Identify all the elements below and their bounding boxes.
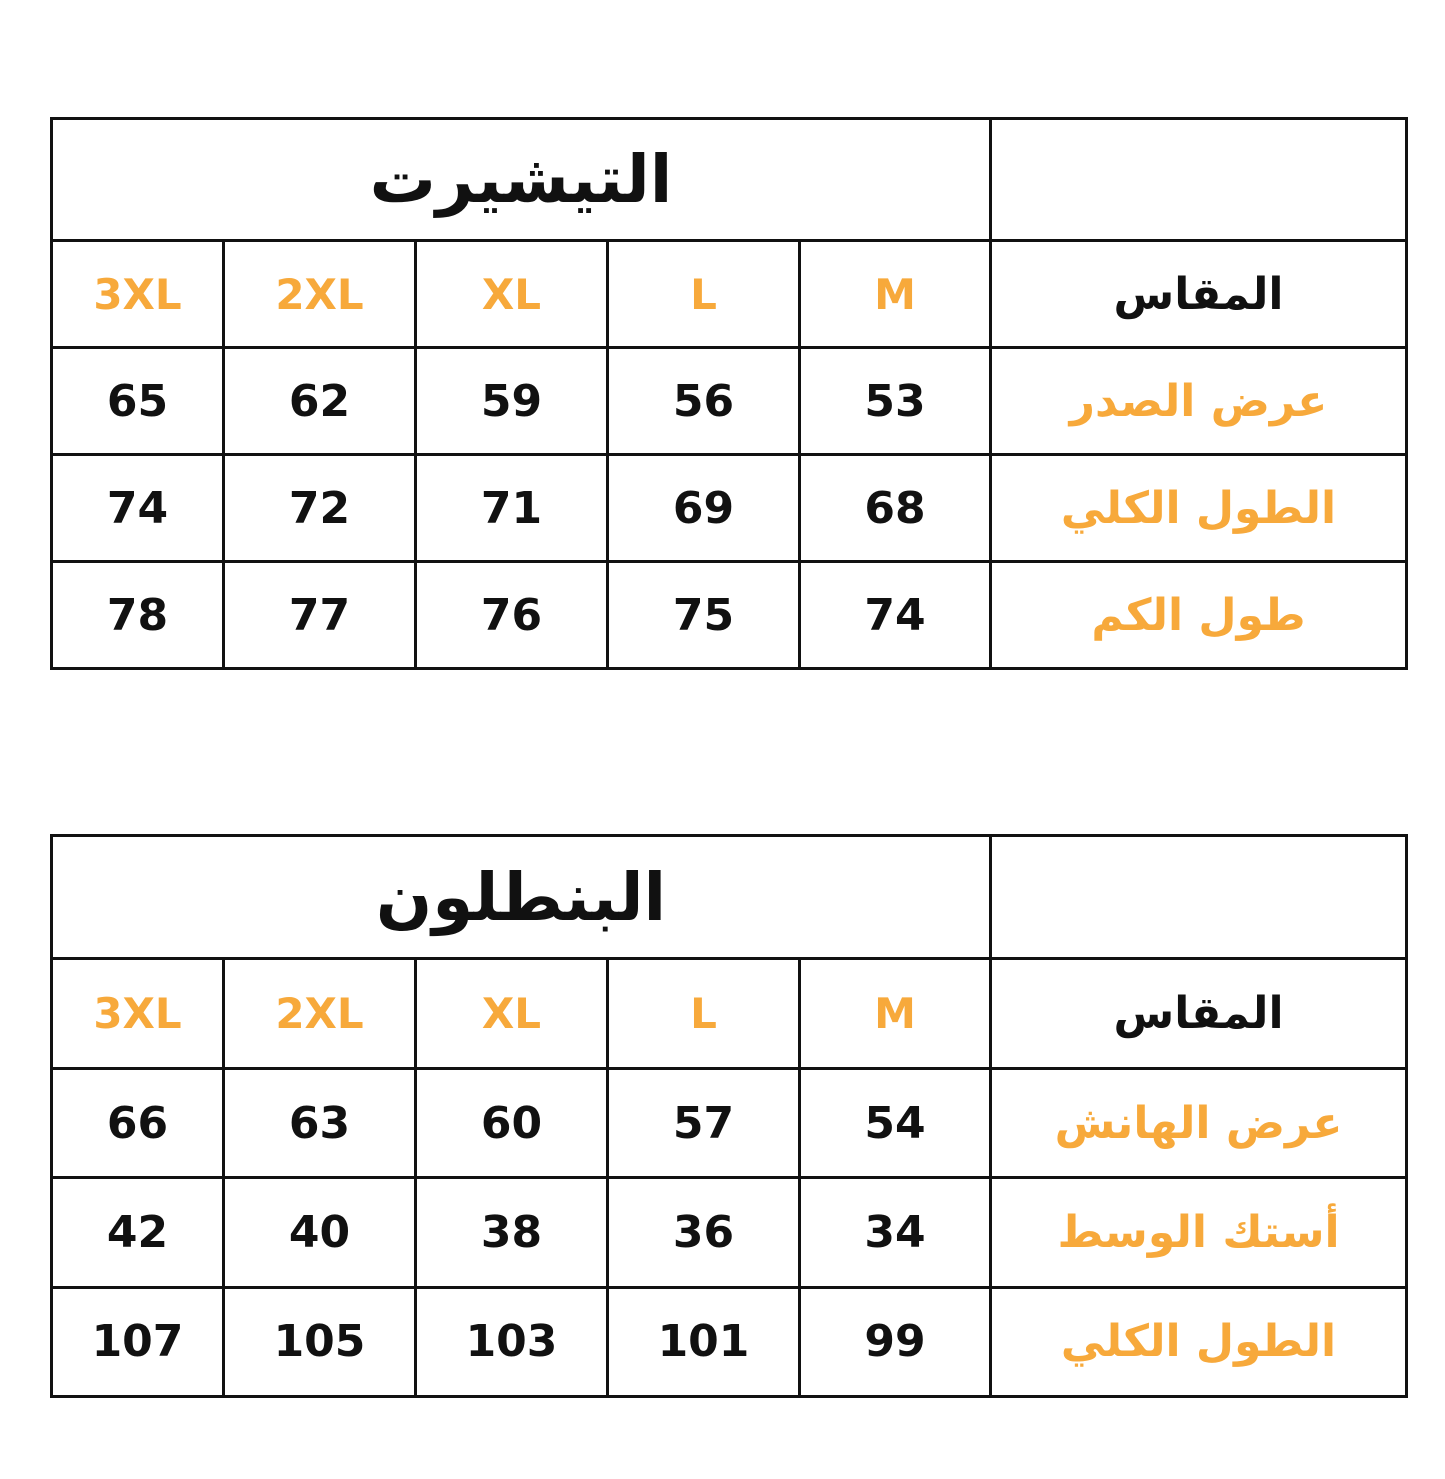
pants-title: البنطلون [52,836,991,959]
table-row [52,1287,1407,1396]
pants-hip-3xl: 66 [52,1068,224,1177]
pants-size-m: M [800,959,991,1068]
tshirt-sleeve-l: 75 [608,562,800,669]
tshirt-chest-3xl: 65 [52,348,224,455]
tshirt-length-2xl: 72 [224,455,416,562]
tshirt-sleeve-m: 74 [800,562,991,669]
tshirt-length-xl: 71 [416,455,608,562]
pants-size-table [50,834,1408,1398]
pants-length-label: الطول الكلي [991,1287,1407,1396]
tshirt-sleeve-2xl: 77 [224,562,416,669]
pants-hip-2xl: 63 [224,1068,416,1177]
pants-length-l: 101 [608,1287,800,1396]
tshirt-length-3xl: 74 [52,455,224,562]
table-row [52,348,1407,455]
tshirt-title-empty-cell [991,119,1407,241]
pants-length-xl: 103 [416,1287,608,1396]
tshirt-size-2xl: 2XL [224,241,416,348]
pants-waist-3xl: 42 [52,1178,224,1287]
tshirt-sleeve-xl: 76 [416,562,608,669]
table-row [52,1068,1407,1177]
pants-waist-xl: 38 [416,1178,608,1287]
tshirt-sleeve-label: طول الكم [991,562,1407,669]
tshirt-size-table [50,117,1408,670]
pants-hip-m: 54 [800,1068,991,1177]
pants-length-m: 99 [800,1287,991,1396]
tshirt-length-label: الطول الكلي [991,455,1407,562]
tshirt-sleeve-3xl: 78 [52,562,224,669]
pants-size-l: L [608,959,800,1068]
pants-waist-m: 34 [800,1178,991,1287]
tshirt-title: التيشيرت [52,119,991,241]
pants-hip-label: عرض الهانش [991,1068,1407,1177]
pants-waist-label: أستك الوسط [991,1178,1407,1287]
pants-waist-l: 36 [608,1178,800,1287]
table-row [52,455,1407,562]
tshirt-title-row [52,119,1407,241]
tshirt-size-l: L [608,241,800,348]
pants-title-row [52,836,1407,959]
pants-waist-2xl: 40 [224,1178,416,1287]
pants-hip-l: 57 [608,1068,800,1177]
tshirt-size-m: M [800,241,991,348]
pants-size-header-label: المقاس [991,959,1407,1068]
tshirt-chest-2xl: 62 [224,348,416,455]
pants-title-empty-cell [991,836,1407,959]
tshirt-size-header-row [52,241,1407,348]
tshirt-chest-xl: 59 [416,348,608,455]
tshirt-chest-label: عرض الصدر [991,348,1407,455]
tshirt-length-l: 69 [608,455,800,562]
pants-length-2xl: 105 [224,1287,416,1396]
pants-length-3xl: 107 [52,1287,224,1396]
table-row [52,1178,1407,1287]
pants-size-3xl: 3XL [52,959,224,1068]
table-row [52,562,1407,669]
pants-hip-xl: 60 [416,1068,608,1177]
tshirt-chest-m: 53 [800,348,991,455]
tshirt-size-header-label: المقاس [991,241,1407,348]
tshirt-size-3xl: 3XL [52,241,224,348]
tshirt-chest-l: 56 [608,348,800,455]
pants-size-header-row [52,959,1407,1068]
tshirt-size-xl: XL [416,241,608,348]
tshirt-length-m: 68 [800,455,991,562]
pants-size-2xl: 2XL [224,959,416,1068]
pants-size-xl: XL [416,959,608,1068]
